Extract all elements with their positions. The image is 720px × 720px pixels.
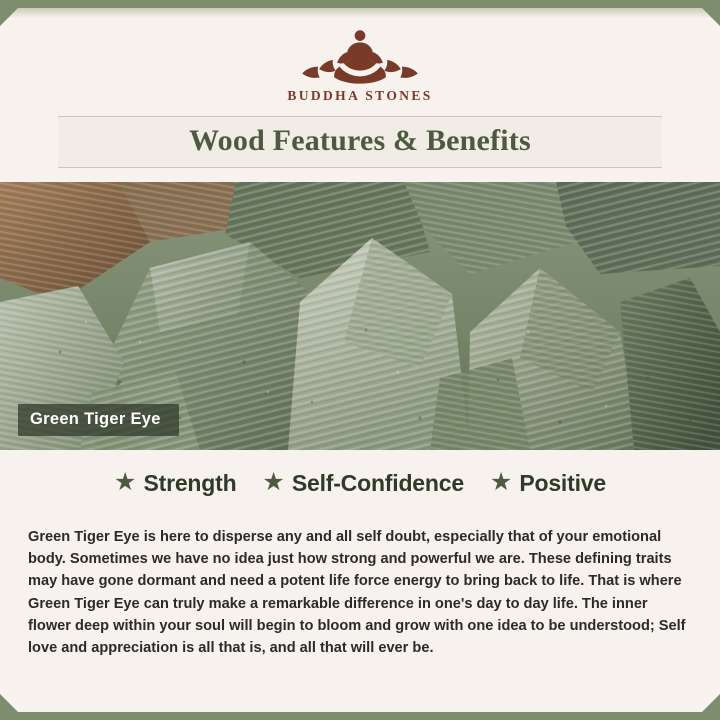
poster-header bbox=[0, 0, 720, 168]
brand-name: BUDDHA STONES bbox=[287, 88, 433, 103]
benefit-item-positive bbox=[490, 470, 606, 497]
description-text: Green Tiger Eye is here to disperse any and all self doubt, especially that of your emotional body. Sometimes we have no idea just how strong and powerful we are. These defining traits may have gone dormant and need a potent life force energy to bring back to life. That is where Green Tiger Eye can truly make a remarkable difference in one's day to day life. The inner flower deep within your soul will begin to bloom and grow with one idea to be understood; Self love and appreciation is all that is, and all that will ever be. bbox=[28, 528, 686, 657]
benefit-item-self-confidence bbox=[262, 470, 464, 497]
benefit-label: Strength bbox=[143, 470, 237, 496]
corner-decoration-bottom-left bbox=[0, 694, 26, 720]
benefit-label: Positive bbox=[519, 470, 606, 496]
content-section bbox=[0, 450, 720, 660]
page-title: Wood Features & Benefits bbox=[189, 124, 531, 157]
benefit-label: Self-Confidence bbox=[291, 470, 464, 496]
star-icon: ★ bbox=[114, 468, 137, 496]
benefits-list bbox=[26, 450, 694, 511]
lotus-meditation-icon bbox=[295, 22, 425, 90]
title-band bbox=[58, 116, 662, 168]
stone-name-badge: Green Tiger Eye bbox=[18, 404, 179, 436]
bottom-border bbox=[0, 712, 720, 720]
benefit-item-strength bbox=[114, 470, 236, 497]
star-icon: ★ bbox=[262, 468, 285, 496]
corner-decoration-bottom-right bbox=[694, 694, 720, 720]
star-icon: ★ bbox=[489, 468, 513, 496]
hero-image bbox=[0, 182, 720, 450]
brand-logo bbox=[0, 22, 720, 104]
